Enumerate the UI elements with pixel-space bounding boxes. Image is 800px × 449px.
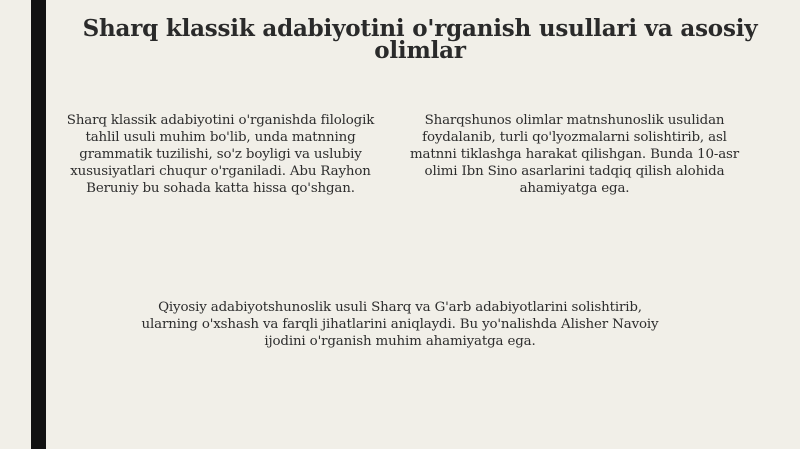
text-block-comparative-literature: Qiyosiy adabiyotshunoslik usuli Sharq va G'arb adabiyotlarini solishtirib, ularning o'xshash va farqli jihatlarini aniqlaydi. Bu yo'nalishda Alisher Navoiy ijodini o'rganish muhim ahamiyatga ega.	[141, 300, 659, 349]
text-block-philological-analysis: Sharq klassik adabiyotini o'rganishda filologik tahlil usuli muhim bo'lib, unda matnning grammatik tuzilishi, so'z boyligi va uslubiy xususiyatlari chuqur o'rganiladi. Abu Rayhon Beruniy bu sohada katta hissa qo'shgan.	[66, 113, 375, 196]
left-accent-bar	[31, 0, 46, 449]
text-block-textology: Sharqshunos olimlar matnshunoslik usulidan foydalanib, turli qo'lyozmalarni solishtirib, asl matnni tiklashga harakat qilishgan. Bunda 10-asr olimi Ibn Sino asarlarini tadqiq qilish alohida ahamiyatga ega.	[409, 113, 740, 196]
slide-title: Sharq klassik adabiyotini o'rganish usullari va asosiy olimlar	[82, 15, 758, 64]
